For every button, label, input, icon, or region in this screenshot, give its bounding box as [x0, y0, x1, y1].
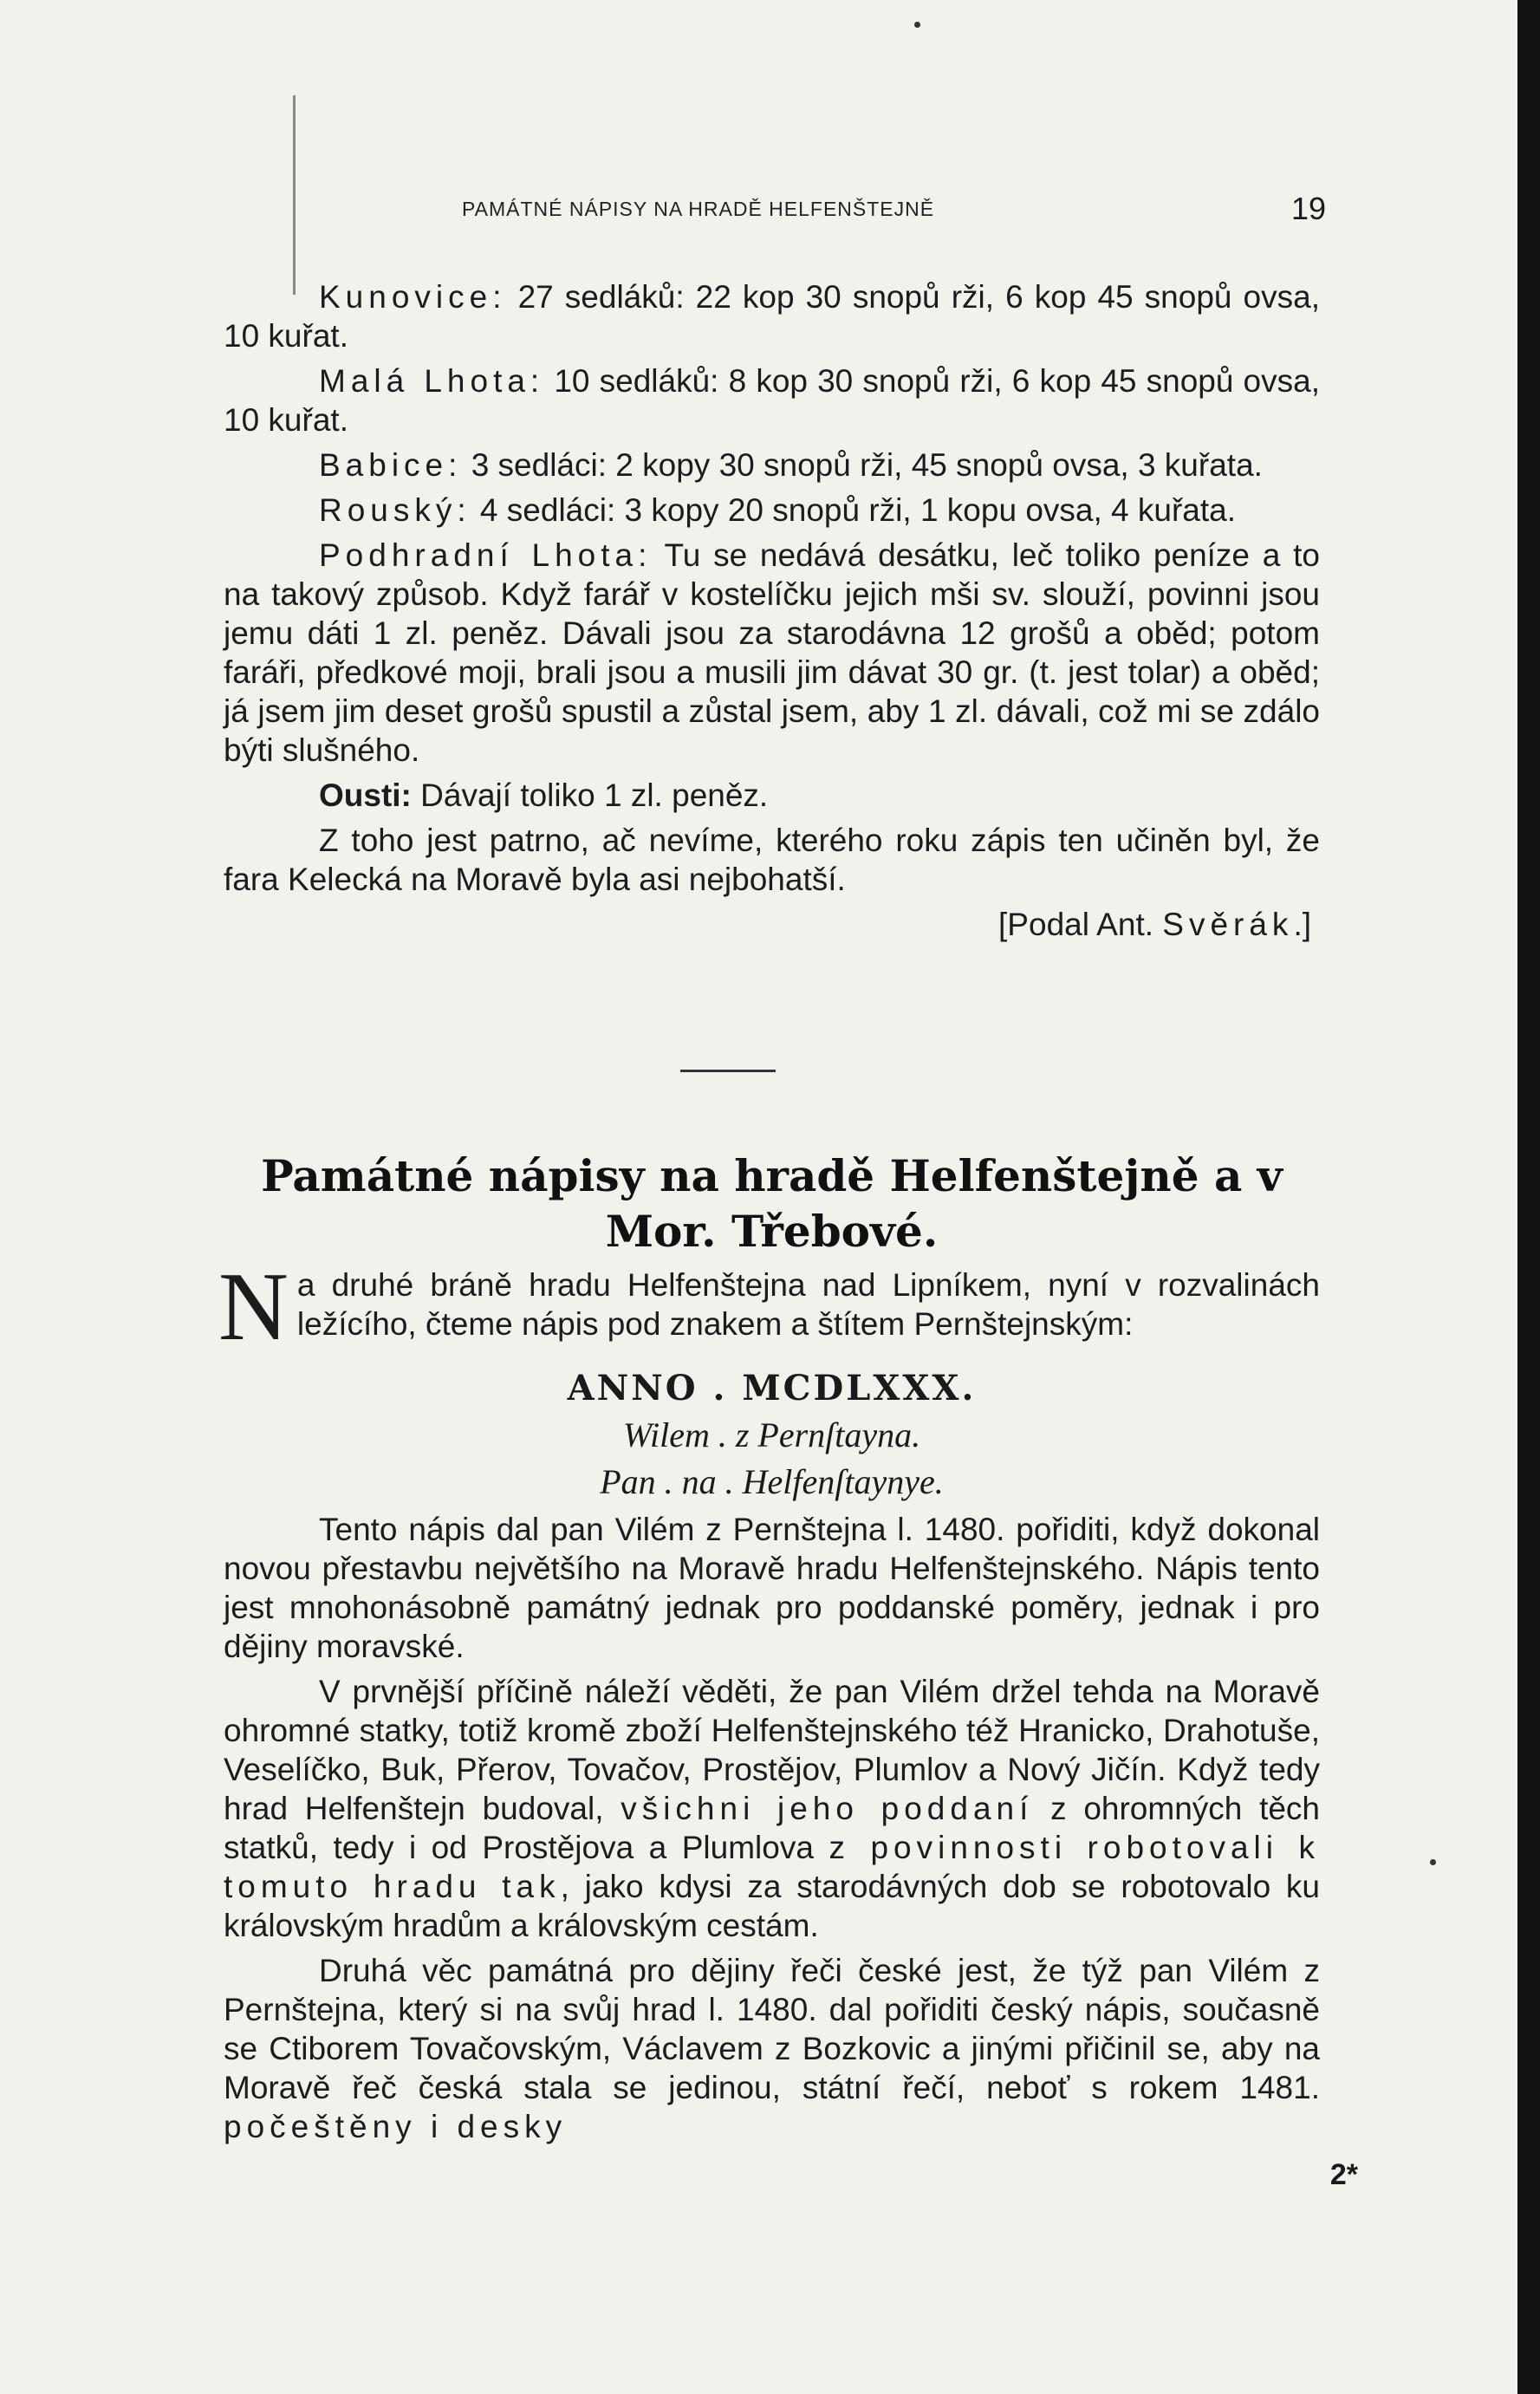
conclusion: Z toho jest patrno, ač nevíme, kterého roku zápis ten učiněn byl, že fara Kelecká na Moravě byla asi nejbohatší. — [224, 823, 1320, 897]
credit: [Podal Ant. Svěrák.] — [998, 907, 1311, 942]
dropcap: N — [218, 1253, 289, 1361]
margin-dot — [914, 22, 920, 28]
running-title: PAMÁTNÉ NÁPISY NA HRADĚ HELFENŠTEJNĚ — [462, 198, 935, 220]
previous-section — [224, 277, 1320, 950]
intro-paragraph: Na druhé bráně hradu Helfenštejna nad Lipníkem, nyní v rozvalinách ležícího, čteme nápis pod znakem a štítem Pernštejnským: — [218, 1253, 1320, 1361]
entry-kunovice: Kunovice: 27 sedláků: 22 kop 30 snopů rži, 6 kop 45 snopů ovsa, 10 kuřat. — [224, 279, 1320, 354]
paragraph: V prvnější příčině náleží věděti, že pan Vilém držel tehda na Moravě ohromné statky, totiž kromě zboží Helfenštejnského též Hranicko, Drahotuše, Veselíčko, Buk, Přerov, Tovačov, Prostějov, Plumlov a Nový Jičín. Když tedy hrad Helfenštejn budoval, všichni jeho poddaní z ohromných těch statků, tedy i od Prostějova a Plumlova z povinnosti robotovali k tomuto hradu tak, jako kdysi za starodávných dob se robotovalo ku královským hradům a královským cestám. — [224, 1674, 1321, 1943]
article-intro — [218, 1253, 1320, 1361]
article-title: Památné nápisy na hradě Helfenštejně a v Mor. Třebové. — [261, 1150, 1283, 1257]
article-body — [224, 1510, 1320, 2152]
entry-ousti: Ousti: Dávají toliko 1 zl. peněz. — [319, 777, 769, 813]
paragraph: Druhá věc památná pro dějiny řeči české jest, že týž pan Vilém z Pernštejna, který si na svůj hrad l. 1480. dal pořiditi český nápis, současně se Ctiborem Tovačovským, Václavem z Bozkovic a jinými přičinil se, aby na Moravě řeč česká stala se jedinou, státní řečí, neboť s rokem 1481. počeštěny i desky — [224, 1953, 1320, 2144]
entry-podhradni-lhota: Podhradní Lhota: Tu se nedává desátku, leč toliko peníze a to na takový způsob. Když farář v kostelíčku jejich mši sv. slouží, povinni jsou jemu dáti 1 zl. peněz. Dávali jsou za starodávna 12 grošů a oběd; potom faráři, předkové moji, brali jsou a musili jim dávat 30 gr. (t. jest tolar) a oběd; já jsem jim deset grošů spustil a zůstal jsem, aby 1 zl. dávali, což mi se zdálo býti slušného. — [224, 537, 1320, 768]
entry-rousky: Rouský: 4 sedláci: 3 kopy 20 snopů rži, 1 kopu ovsa, 4 kuřata. — [319, 492, 1237, 528]
page-number: 19 — [1290, 191, 1326, 226]
inscription-line: Wilem . z Pernſtayna. — [622, 1415, 921, 1454]
paragraph: Tento nápis dal pan Vilém z Pernštejna l. 1480. pořiditi, když dokonal novou přestavbu největšího na Moravě hradu Helfenštejnského. Nápis tento jest mnohonásobně památný jednak pro poddanské poměry, jednak i pro dějiny moravské. — [224, 1512, 1320, 1664]
inscription — [224, 1365, 1320, 1506]
inscription-line: Pan . na . Helfenſtaynye. — [600, 1462, 944, 1501]
entry-babice: Babice: 3 sedláci: 2 kopy 30 snopů rži, 45 snopů ovsa, 3 kuřata. — [319, 447, 1263, 483]
entry-mala-lhota: Malá Lhota: 10 sedláků: 8 kop 30 snopů rži, 6 kop 45 snopů ovsa, 10 kuřat. — [224, 363, 1320, 438]
section-divider — [680, 1070, 776, 1072]
inscription-line: ANNO . MCDLXXX. — [567, 1368, 977, 1408]
page-header — [225, 182, 1326, 234]
signature-mark: 2* — [1329, 2158, 1358, 2191]
margin-dot — [1430, 1859, 1436, 1865]
scan-edge — [1517, 0, 1540, 2394]
